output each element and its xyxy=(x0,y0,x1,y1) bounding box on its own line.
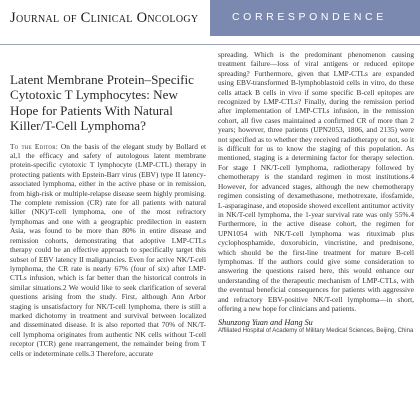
right-column xyxy=(218,50,414,334)
journal-name: Journal of Clinical Oncology xyxy=(10,10,199,26)
article-title: Latent Membrane Protein–Specific Cytotoxic T Lymphocytes: New Hope for Patients With Natural Killer/T-Cell Lymphoma? xyxy=(10,72,194,134)
header-divider xyxy=(0,44,420,45)
section-band xyxy=(210,0,420,36)
author-names: Shunzong Yuan and Hang Su xyxy=(218,318,313,328)
section-label: CORRESPONDENCE xyxy=(232,11,387,23)
right-body-text: spreading. Which is the predominant phenomenon causing treatment failure—loss of viral antigens or reduced epitope spreading? Furthermore, given that LMP-CTLs are expanded using EBV-transformed B-lymphoblastoid cells in vitro, do these cells attack B cells in vivo if some specific B-cell epitopes are recognized by LMP-CTLs? Finally, during the remission period after implementation of LMP-CTLs infusion, in the remission cohort, all five cases maintained a confirmed CR of more than 2 years; however, three patients (UPN2053, 1806, and 2135) were not specified as to whether they received radiotherapy or not, so it is difficult for us to know the staging of this population. As mentioned, staging is a determining factor for therapy selection. For stage I NK/T-cell lymphoma, radiotherapy followed by chemotherapy is the standard regimen in most institutions.4 However, for advanced stages, although the new chemotherapy regimen consisting of dexamethasone, methotrexate, ifosfamide, L-asparaginase, and etoposide showed excellent antitumor activity in NK/T-cell lymphoma, the 1-year survival rate was only 55%.4 Furthermore, in the active disease cohort, the regimen for UPN1054 with NK/T-cell lymphoma was rituximab plus cyclophosphamide, doxorubicin, vincristine, and prednisone, which should be the first-line treatment for mature B-cell lymphomas. If the authors could give some consideration to answering the questions raised here, this would enhance our understanding of the therapeutic mechanism of LMP-CTLs, with the eventual beneficial consequences for patients with aggressive and refractory EBV-positive NK/T-cell lymphoma—in short, offering a new hope for clinicians and patients. xyxy=(218,50,414,313)
journal-header xyxy=(0,0,420,44)
left-body-paragraph xyxy=(10,142,206,358)
left-body-text: On the basis of the elegant study by Bollard et al,1 the efficacy and safety of autologous latent membrane protein-specific cytotoxic T lymphocyte (LMP-CTL) therapy in protecting patients with Epstein-Barr virus (EBV) type II latency-associated lymphoma, either in the active phase or in remission, from high-risk or multiple-relapse disease seem highly promising. The complete remission (CR) rate for all patients with natural killer (NK)/T-cell lymphoma, one of the most refractory lymphomas and one with a geographic predilection in eastern Asia, was found to be more than 80% in entire disease and remission cohorts, demonstrating that adoptive LMP-CTLs therapy could be an effective approach to specifically target this subset of EBV latency II malignancies. Even for active NK/T-cell lymphoma, the CR rate is nearly 67% (four of six) after LMP-CTLs infusion, which is far better than the historical controls in similar situations.2 We would like to seek clarification of several questions arising from the study. First, although Ann Arbor staging is unsatisfactory for NK/T-cell lymphoma, there is still a marked dichotomy in treatment and survival between localized and disseminated disease. It is also reported that 70% of NK/T-cell lymphoma originates from authentic NK cells without T-cell receptor (TCR) gene rearrangement, the remainder being from T cells or indeterminate cells.3 Therefore, accurate xyxy=(10,141,207,358)
lead-in: To the Editor: xyxy=(10,141,59,151)
author-affiliation: Affiliated Hospital of Academy of Military Medical Sciences, Beijing, China xyxy=(218,328,414,335)
left-column xyxy=(10,50,206,358)
